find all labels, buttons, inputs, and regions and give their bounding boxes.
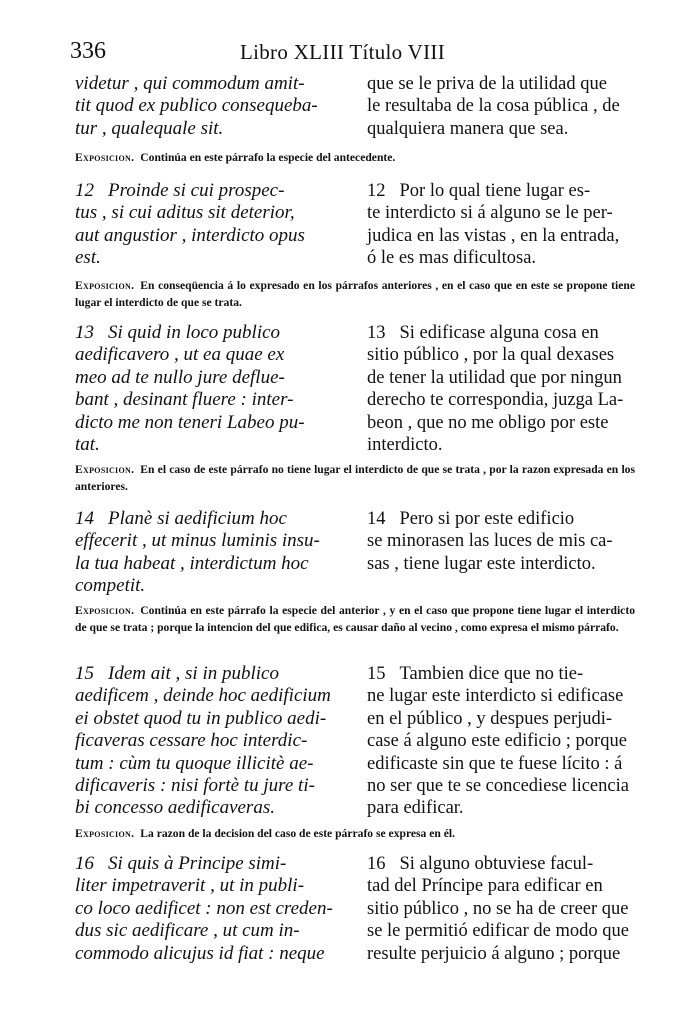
paragraph-number: 16: [75, 853, 94, 874]
exposicion-note: [75, 603, 635, 636]
paragraph-number: 16: [367, 854, 386, 874]
paragraph-continuation: [75, 73, 635, 140]
spanish-text: Si alguno obtuviese facul- tad del Príncipe para edificar en sitio público , no se ha de creer que se le permitió edificar de modo que resulte perjuicio á alguno ; porque: [367, 854, 629, 964]
latin-text: Si quis à Principe simi- liter impetraverit , ut in publi- co loco aedificet : non est creden- dus sic aedificare , ut cum in- commodo alicujus id fiat : neque: [75, 853, 333, 964]
paragraph-number: 13: [367, 323, 386, 343]
latin-text: videtur , qui commodum amit- tit quod ex publico consequeba- tur , qualequale sit.: [75, 73, 318, 139]
paragraph-13: [75, 322, 635, 456]
page-number: 336: [70, 38, 106, 64]
spanish-text: que se le priva de la utilidad que le resultaba de la cosa pública , de qualquiera manera que sea.: [367, 74, 620, 139]
exposicion-label: Exposicion.: [75, 279, 135, 292]
page-header: [70, 38, 630, 68]
exposicion-label: Exposicion.: [75, 604, 135, 617]
exposicion-note: [75, 826, 635, 843]
paragraph-number: 14: [75, 508, 94, 529]
latin-text: Si quid in loco publico aedificavero , ut ea quae ex meo ad te nullo jure deflue- bant , desinant fluere : inter- dicto me non teneri Labeo pu- tat.: [75, 322, 305, 456]
exposicion-note: [75, 150, 635, 167]
exposicion-text: Continúa en este párrafo la especie del antecedente.: [140, 151, 396, 164]
paragraph-14: [75, 508, 635, 598]
latin-text: Proinde si cui prospec- tus , si cui aditus sit deterior, aut angustior , interdicto opus est.: [75, 180, 305, 269]
spanish-text: Pero si por este edificio se minorasen las luces de mis ca- sas , tiene lugar este interdicto.: [367, 509, 613, 574]
spanish-text: Por lo qual tiene lugar es- te interdicto si á alguno se le per- judica en las vistas , en la entrada, ó le es mas dificultosa.: [367, 181, 620, 269]
paragraph-15: [75, 663, 635, 820]
paragraph-number: 12: [367, 181, 386, 201]
exposicion-note: [75, 278, 635, 311]
exposicion-note: [75, 462, 635, 495]
exposicion-text: La razon de la decision del caso de este párrafo se expresa en él.: [140, 827, 455, 840]
exposicion-label: Exposicion.: [75, 463, 135, 476]
running-title: Libro XLIII Título VIII: [240, 40, 445, 64]
paragraph-number: 13: [75, 322, 94, 343]
spanish-text: Tambien dice que no tie- ne lugar este interdicto si edificase en el público , y despues perjudi- case á alguno este edificio ; porque edificaste sin que te fuese lícito : á no ser que te se concediese licencia para edificar.: [367, 664, 629, 819]
exposicion-label: Exposicion.: [75, 151, 135, 164]
paragraph-number: 14: [367, 509, 386, 529]
paragraph-number: 12: [75, 180, 94, 201]
latin-text: Planè si aedificium hoc effecerit , ut minus luminis insu- la tua habeat , interdictum hoc competit.: [75, 508, 320, 597]
paragraph-number: 15: [367, 664, 386, 684]
spanish-text: Si edificase alguna cosa en sitio público , por la qual dexases de tener la utilidad que por ningun derecho te correspondia, juzga La- beon , que no me obligo por este interdicto.: [367, 323, 624, 456]
paragraph-16: [75, 853, 635, 965]
exposicion-text: En el caso de este párrafo no tiene lugar el interdicto de que se trata , por la razon expresada en los anteriores.: [75, 463, 635, 493]
latin-text: Idem ait , si in publico aedificem , deinde hoc aedificium ei obstet quod tu in publico aedi- ficaveras cessare hoc interdic- tum : cùm tu quoque illicitè ae- dificaveris : nisi fortè tu jure ti- bi concesso aedificaveras.: [75, 663, 331, 819]
paragraph-12: [75, 180, 635, 270]
paragraph-number: 15: [75, 663, 94, 684]
exposicion-text: Continúa en este párrafo la especie del anterior , y en el caso que propone tiene lugar el interdicto de que se trata ; porque la intencion del que edifica, es causar daño al vecino , como expresa el mismo párrafo.: [75, 604, 635, 634]
exposicion-label: Exposicion.: [75, 827, 135, 840]
exposicion-text: En conseqüencia á lo expresado en los párrafos anteriores , en el caso que en este se propone tiene lugar el interdicto de que se trata.: [75, 279, 635, 309]
